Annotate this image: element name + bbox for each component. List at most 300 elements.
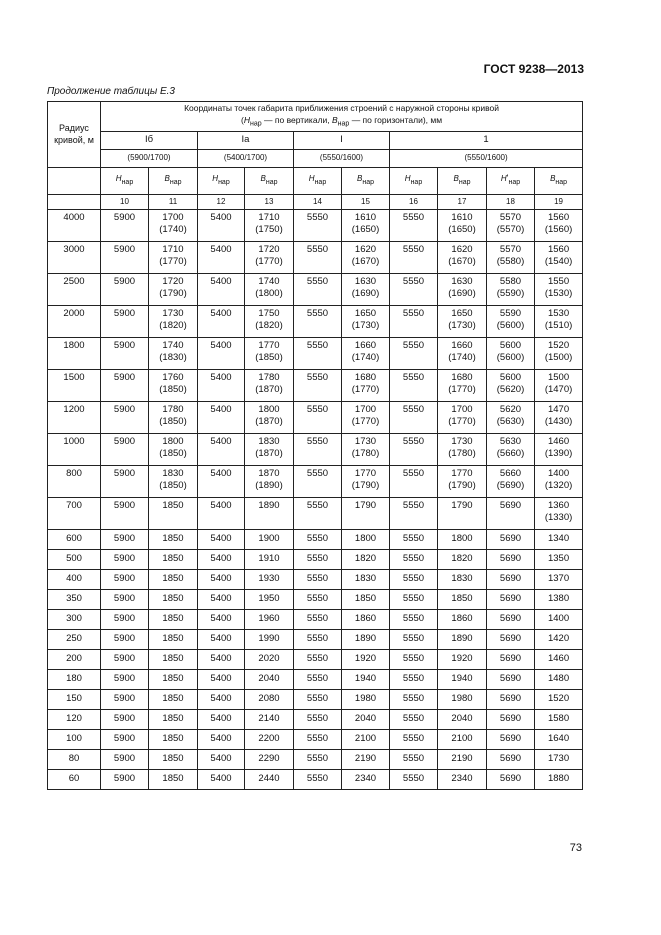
column-symbol-header: $B_{нар}$ <box>149 167 198 194</box>
radius-cell: 100 <box>48 729 101 749</box>
value-cell: 5900 <box>101 241 149 273</box>
value-cell: 5400 <box>198 273 245 305</box>
radius-cell: 2000 <box>48 305 101 337</box>
column-number: 12 <box>198 194 245 209</box>
value-cell: 1660 (1740) <box>342 337 390 369</box>
value-cell: 5690 <box>487 769 535 789</box>
value-cell: 1850 <box>149 609 198 629</box>
value-cell: 5550 <box>294 769 342 789</box>
value-cell: 1920 <box>342 649 390 669</box>
value-cell: 1480 <box>535 669 583 689</box>
group-header: I <box>294 131 390 149</box>
value-cell: 1850 <box>149 589 198 609</box>
value-cell: 5600 (5600) <box>487 337 535 369</box>
radius-cell: 350 <box>48 589 101 609</box>
table-row <box>48 241 583 273</box>
column-number: 17 <box>438 194 487 209</box>
value-cell: 1530 (1510) <box>535 305 583 337</box>
table-row <box>48 649 583 669</box>
value-cell: 1420 <box>535 629 583 649</box>
value-cell: 5900 <box>101 609 149 629</box>
coordinates-subtitle: ($H_{нар}$ — по вертикали, $B_{нар}$ — по горизонтали), мм <box>241 115 443 128</box>
value-cell: 1700 (1740) <box>149 209 198 241</box>
table-row <box>48 709 583 729</box>
value-cell: 1880 <box>535 769 583 789</box>
value-cell: 1860 <box>342 609 390 629</box>
value-cell: 1730 (1780) <box>342 433 390 465</box>
value-cell: 2340 <box>438 769 487 789</box>
table-row <box>48 337 583 369</box>
value-cell: 1760 (1850) <box>149 369 198 401</box>
value-cell: 1850 <box>149 569 198 589</box>
value-cell: 5900 <box>101 433 149 465</box>
value-cell: 5550 <box>294 209 342 241</box>
value-cell: 1950 <box>245 589 294 609</box>
value-cell: 1610 (1650) <box>342 209 390 241</box>
column-symbol-header: $B_{нар}$ <box>342 167 390 194</box>
value-cell: 1820 <box>438 549 487 569</box>
value-cell: 1940 <box>342 669 390 689</box>
value-cell: 1860 <box>438 609 487 629</box>
value-cell: 5400 <box>198 305 245 337</box>
value-cell: 1370 <box>535 569 583 589</box>
value-cell: 1890 <box>342 629 390 649</box>
value-cell: 1640 <box>535 729 583 749</box>
value-cell: 5900 <box>101 749 149 769</box>
table-row <box>48 729 583 749</box>
value-cell: 1470 (1430) <box>535 401 583 433</box>
value-cell: 1770 (1790) <box>342 465 390 497</box>
value-cell: 5550 <box>390 569 438 589</box>
value-cell: 5550 <box>390 769 438 789</box>
column-symbol-header: $B_{нар}$ <box>535 167 583 194</box>
value-cell: 1920 <box>438 649 487 669</box>
value-cell: 5550 <box>294 369 342 401</box>
value-cell: 5900 <box>101 337 149 369</box>
value-cell: 1730 (1780) <box>438 433 487 465</box>
value-cell: 5620 (5630) <box>487 401 535 433</box>
value-cell: 1850 <box>149 497 198 529</box>
value-cell: 5690 <box>487 729 535 749</box>
value-cell: 5900 <box>101 401 149 433</box>
value-cell: 1790 <box>342 497 390 529</box>
value-cell: 2290 <box>245 749 294 769</box>
value-cell: 5400 <box>198 529 245 549</box>
value-cell: 1400 <box>535 609 583 629</box>
value-cell: 5690 <box>487 497 535 529</box>
value-cell: 5900 <box>101 273 149 305</box>
table-row <box>48 589 583 609</box>
document-code: ГОСТ 9238—2013 <box>483 62 584 76</box>
column-number: 11 <box>149 194 198 209</box>
value-cell: 5550 <box>294 569 342 589</box>
value-cell: 1850 <box>342 589 390 609</box>
value-cell: 5400 <box>198 709 245 729</box>
value-cell: 1780 (1870) <box>245 369 294 401</box>
column-number: 15 <box>342 194 390 209</box>
group-values: (5900/1700) <box>101 149 198 167</box>
radius-cell: 180 <box>48 669 101 689</box>
table-row <box>48 401 583 433</box>
radius-cell: 400 <box>48 569 101 589</box>
value-cell: 5550 <box>294 273 342 305</box>
value-cell: 5550 <box>390 433 438 465</box>
value-cell: 1800 (1850) <box>149 433 198 465</box>
radius-cell: 1000 <box>48 433 101 465</box>
column-number: 16 <box>390 194 438 209</box>
value-cell: 5900 <box>101 669 149 689</box>
value-cell: 1560 (1540) <box>535 241 583 273</box>
radius-cell: 250 <box>48 629 101 649</box>
value-cell: 1500 (1470) <box>535 369 583 401</box>
value-cell: 5550 <box>294 305 342 337</box>
table-row <box>48 433 583 465</box>
value-cell: 1700 (1770) <box>342 401 390 433</box>
value-cell: 5550 <box>390 649 438 669</box>
column-symbol-header: $H_{нар}$ <box>101 167 149 194</box>
value-cell: 1710 (1750) <box>245 209 294 241</box>
value-cell: 1960 <box>245 609 294 629</box>
value-cell: 5900 <box>101 465 149 497</box>
value-cell: 5570 (5570) <box>487 209 535 241</box>
value-cell: 5900 <box>101 529 149 549</box>
value-cell: 1650 (1730) <box>342 305 390 337</box>
radius-cell: 1800 <box>48 337 101 369</box>
value-cell: 5400 <box>198 369 245 401</box>
value-cell: 1980 <box>438 689 487 709</box>
column-symbol-header: $H'_{нар}$ <box>487 167 535 194</box>
value-cell: 1750 (1820) <box>245 305 294 337</box>
value-cell: 1890 <box>245 497 294 529</box>
value-cell: 5550 <box>390 273 438 305</box>
value-cell: 5550 <box>294 497 342 529</box>
value-cell: 1770 (1790) <box>438 465 487 497</box>
value-cell: 5400 <box>198 337 245 369</box>
value-cell: 1550 (1530) <box>535 273 583 305</box>
radius-cell: 80 <box>48 749 101 769</box>
value-cell: 1850 <box>149 689 198 709</box>
value-cell: 5900 <box>101 549 149 569</box>
table-row <box>48 609 583 629</box>
table-row <box>48 629 583 649</box>
value-cell: 5900 <box>101 769 149 789</box>
value-cell: 1780 (1850) <box>149 401 198 433</box>
value-cell: 5400 <box>198 769 245 789</box>
table-row <box>48 529 583 549</box>
value-cell: 1630 (1690) <box>342 273 390 305</box>
column-symbol-header: $H_{нар}$ <box>294 167 342 194</box>
group-header: 1 <box>390 131 583 149</box>
value-cell: 5690 <box>487 549 535 569</box>
table-row <box>48 689 583 709</box>
value-cell: 5690 <box>487 609 535 629</box>
value-cell: 2140 <box>245 709 294 729</box>
value-cell: 1940 <box>438 669 487 689</box>
value-cell: 1870 (1890) <box>245 465 294 497</box>
value-cell: 1850 <box>149 629 198 649</box>
value-cell: 5550 <box>390 401 438 433</box>
value-cell: 5580 (5590) <box>487 273 535 305</box>
value-cell: 5550 <box>294 465 342 497</box>
value-cell: 5550 <box>390 305 438 337</box>
value-cell: 5900 <box>101 369 149 401</box>
value-cell: 1830 <box>438 569 487 589</box>
value-cell: 5570 (5580) <box>487 241 535 273</box>
column-symbol-header: $H_{нар}$ <box>390 167 438 194</box>
value-cell: 1630 (1690) <box>438 273 487 305</box>
value-cell: 5900 <box>101 209 149 241</box>
value-cell: 1850 <box>149 549 198 569</box>
value-cell: 2040 <box>342 709 390 729</box>
value-cell: 1660 (1740) <box>438 337 487 369</box>
value-cell: 1740 (1830) <box>149 337 198 369</box>
value-cell: 1890 <box>438 629 487 649</box>
value-cell: 1850 <box>149 769 198 789</box>
radius-cell: 60 <box>48 769 101 789</box>
column-number: 13 <box>245 194 294 209</box>
value-cell: 5900 <box>101 689 149 709</box>
value-cell: 5900 <box>101 589 149 609</box>
value-cell: 1720 (1790) <box>149 273 198 305</box>
clearance-table <box>47 101 583 790</box>
value-cell: 1740 (1800) <box>245 273 294 305</box>
value-cell: 5400 <box>198 209 245 241</box>
value-cell: 5550 <box>294 589 342 609</box>
value-cell: 5900 <box>101 709 149 729</box>
value-cell: 1830 <box>342 569 390 589</box>
value-cell: 1620 (1670) <box>342 241 390 273</box>
value-cell: 5660 (5690) <box>487 465 535 497</box>
group-values: (5550/1600) <box>294 149 390 167</box>
table-row <box>48 465 583 497</box>
column-symbol-header: $B_{нар}$ <box>438 167 487 194</box>
radius-cell: 300 <box>48 609 101 629</box>
value-cell: 1980 <box>342 689 390 709</box>
value-cell: 5690 <box>487 629 535 649</box>
column-symbol-header: $B_{нар}$ <box>245 167 294 194</box>
value-cell: 1520 (1500) <box>535 337 583 369</box>
value-cell: 1800 <box>438 529 487 549</box>
value-cell: 1520 <box>535 689 583 709</box>
value-cell: 1850 <box>149 749 198 769</box>
value-cell: 1700 (1770) <box>438 401 487 433</box>
value-cell: 5400 <box>198 401 245 433</box>
value-cell: 1850 <box>438 589 487 609</box>
table-row <box>48 497 583 529</box>
value-cell: 1900 <box>245 529 294 549</box>
table-row <box>48 769 583 789</box>
radius-cell: 1200 <box>48 401 101 433</box>
radius-cell: 4000 <box>48 209 101 241</box>
value-cell: 5550 <box>294 401 342 433</box>
value-cell: 5550 <box>390 465 438 497</box>
value-cell: 1850 <box>149 729 198 749</box>
value-cell: 5550 <box>294 689 342 709</box>
group-values: (5400/1700) <box>198 149 294 167</box>
value-cell: 1560 (1560) <box>535 209 583 241</box>
value-cell: 5400 <box>198 569 245 589</box>
column-number: 14 <box>294 194 342 209</box>
radius-cell: 3000 <box>48 241 101 273</box>
radius-cell: 700 <box>48 497 101 529</box>
value-cell: 5550 <box>390 669 438 689</box>
value-cell: 5690 <box>487 669 535 689</box>
value-cell: 1460 <box>535 649 583 669</box>
column-number: 18 <box>487 194 535 209</box>
value-cell: 5550 <box>390 729 438 749</box>
radius-cell: 600 <box>48 529 101 549</box>
value-cell: 5630 (5660) <box>487 433 535 465</box>
value-cell: 5900 <box>101 497 149 529</box>
value-cell: 1800 <box>342 529 390 549</box>
value-cell: 1360 (1330) <box>535 497 583 529</box>
value-cell: 5550 <box>390 337 438 369</box>
table-caption: Продолжение таблицы Е.3 <box>47 86 175 97</box>
value-cell: 5400 <box>198 465 245 497</box>
value-cell: 5550 <box>294 433 342 465</box>
value-cell: 1770 (1850) <box>245 337 294 369</box>
coordinates-title: Координаты точек габарита приближения строений с наружной стороны кривой ($H_{нар}$ — по вертикали, $B_{нар}$ — по горизонтали), мм <box>101 102 583 132</box>
value-cell: 2080 <box>245 689 294 709</box>
value-cell: 5550 <box>294 241 342 273</box>
value-cell: 1680 (1770) <box>342 369 390 401</box>
value-cell: 5400 <box>198 609 245 629</box>
value-cell: 1720 (1770) <box>245 241 294 273</box>
value-cell: 5590 (5600) <box>487 305 535 337</box>
empty-header-cell <box>48 167 101 194</box>
empty-header-cell <box>48 194 101 209</box>
table-row <box>48 569 583 589</box>
value-cell: 5550 <box>294 609 342 629</box>
value-cell: 1580 <box>535 709 583 729</box>
value-cell: 1620 (1670) <box>438 241 487 273</box>
value-cell: 5550 <box>294 649 342 669</box>
value-cell: 5690 <box>487 529 535 549</box>
value-cell: 2100 <box>342 729 390 749</box>
value-cell: 5900 <box>101 569 149 589</box>
column-symbol-header: $H_{нар}$ <box>198 167 245 194</box>
value-cell: 1830 (1870) <box>245 433 294 465</box>
page-number: 73 <box>569 842 582 854</box>
radius-column-header: Радиус кривой, м <box>48 102 101 168</box>
value-cell: 1830 (1850) <box>149 465 198 497</box>
table-row <box>48 209 583 241</box>
value-cell: 1460 (1390) <box>535 433 583 465</box>
value-cell: 5690 <box>487 569 535 589</box>
value-cell: 5550 <box>294 709 342 729</box>
value-cell: 5550 <box>294 529 342 549</box>
table-row <box>48 749 583 769</box>
value-cell: 5550 <box>390 209 438 241</box>
value-cell: 5600 (5620) <box>487 369 535 401</box>
value-cell: 5900 <box>101 729 149 749</box>
value-cell: 5400 <box>198 433 245 465</box>
value-cell: 1340 <box>535 529 583 549</box>
value-cell: 1400 (1320) <box>535 465 583 497</box>
group-header: Iа <box>198 131 294 149</box>
value-cell: 1730 <box>535 749 583 769</box>
radius-cell: 800 <box>48 465 101 497</box>
value-cell: 5550 <box>390 497 438 529</box>
value-cell: 5690 <box>487 649 535 669</box>
value-cell: 2190 <box>438 749 487 769</box>
table-row <box>48 273 583 305</box>
value-cell: 5400 <box>198 729 245 749</box>
value-cell: 5690 <box>487 589 535 609</box>
group-header: Iб <box>101 131 198 149</box>
column-number: 19 <box>535 194 583 209</box>
value-cell: 1850 <box>149 669 198 689</box>
value-cell: 5400 <box>198 241 245 273</box>
value-cell: 5550 <box>294 669 342 689</box>
value-cell: 1380 <box>535 589 583 609</box>
value-cell: 1680 (1770) <box>438 369 487 401</box>
value-cell: 1850 <box>149 529 198 549</box>
value-cell: 1850 <box>149 649 198 669</box>
value-cell: 2040 <box>438 709 487 729</box>
value-cell: 5550 <box>294 749 342 769</box>
value-cell: 1610 (1650) <box>438 209 487 241</box>
value-cell: 2340 <box>342 769 390 789</box>
value-cell: 5400 <box>198 669 245 689</box>
value-cell: 5550 <box>390 609 438 629</box>
table-row <box>48 369 583 401</box>
value-cell: 1650 (1730) <box>438 305 487 337</box>
value-cell: 5550 <box>390 369 438 401</box>
value-cell: 5550 <box>390 709 438 729</box>
value-cell: 5400 <box>198 589 245 609</box>
value-cell: 5550 <box>294 629 342 649</box>
value-cell: 2200 <box>245 729 294 749</box>
value-cell: 1930 <box>245 569 294 589</box>
value-cell: 5550 <box>390 529 438 549</box>
value-cell: 2020 <box>245 649 294 669</box>
value-cell: 5400 <box>198 497 245 529</box>
value-cell: 1730 (1820) <box>149 305 198 337</box>
table-row <box>48 549 583 569</box>
group-values: (5550/1600) <box>390 149 583 167</box>
value-cell: 5900 <box>101 649 149 669</box>
value-cell: 5550 <box>390 749 438 769</box>
value-cell: 1800 (1870) <box>245 401 294 433</box>
value-cell: 5550 <box>390 689 438 709</box>
value-cell: 5690 <box>487 749 535 769</box>
radius-cell: 2500 <box>48 273 101 305</box>
value-cell: 5550 <box>294 729 342 749</box>
radius-cell: 500 <box>48 549 101 569</box>
value-cell: 2440 <box>245 769 294 789</box>
value-cell: 2040 <box>245 669 294 689</box>
value-cell: 2190 <box>342 749 390 769</box>
value-cell: 5550 <box>390 589 438 609</box>
value-cell: 5550 <box>390 629 438 649</box>
value-cell: 5550 <box>294 549 342 569</box>
value-cell: 5400 <box>198 749 245 769</box>
column-number: 10 <box>101 194 149 209</box>
value-cell: 1910 <box>245 549 294 569</box>
value-cell: 5400 <box>198 689 245 709</box>
value-cell: 1710 (1770) <box>149 241 198 273</box>
value-cell: 5550 <box>390 549 438 569</box>
radius-cell: 120 <box>48 709 101 729</box>
value-cell: 5690 <box>487 709 535 729</box>
table-row <box>48 305 583 337</box>
value-cell: 1790 <box>438 497 487 529</box>
value-cell: 2100 <box>438 729 487 749</box>
value-cell: 5400 <box>198 549 245 569</box>
radius-cell: 200 <box>48 649 101 669</box>
value-cell: 5900 <box>101 305 149 337</box>
